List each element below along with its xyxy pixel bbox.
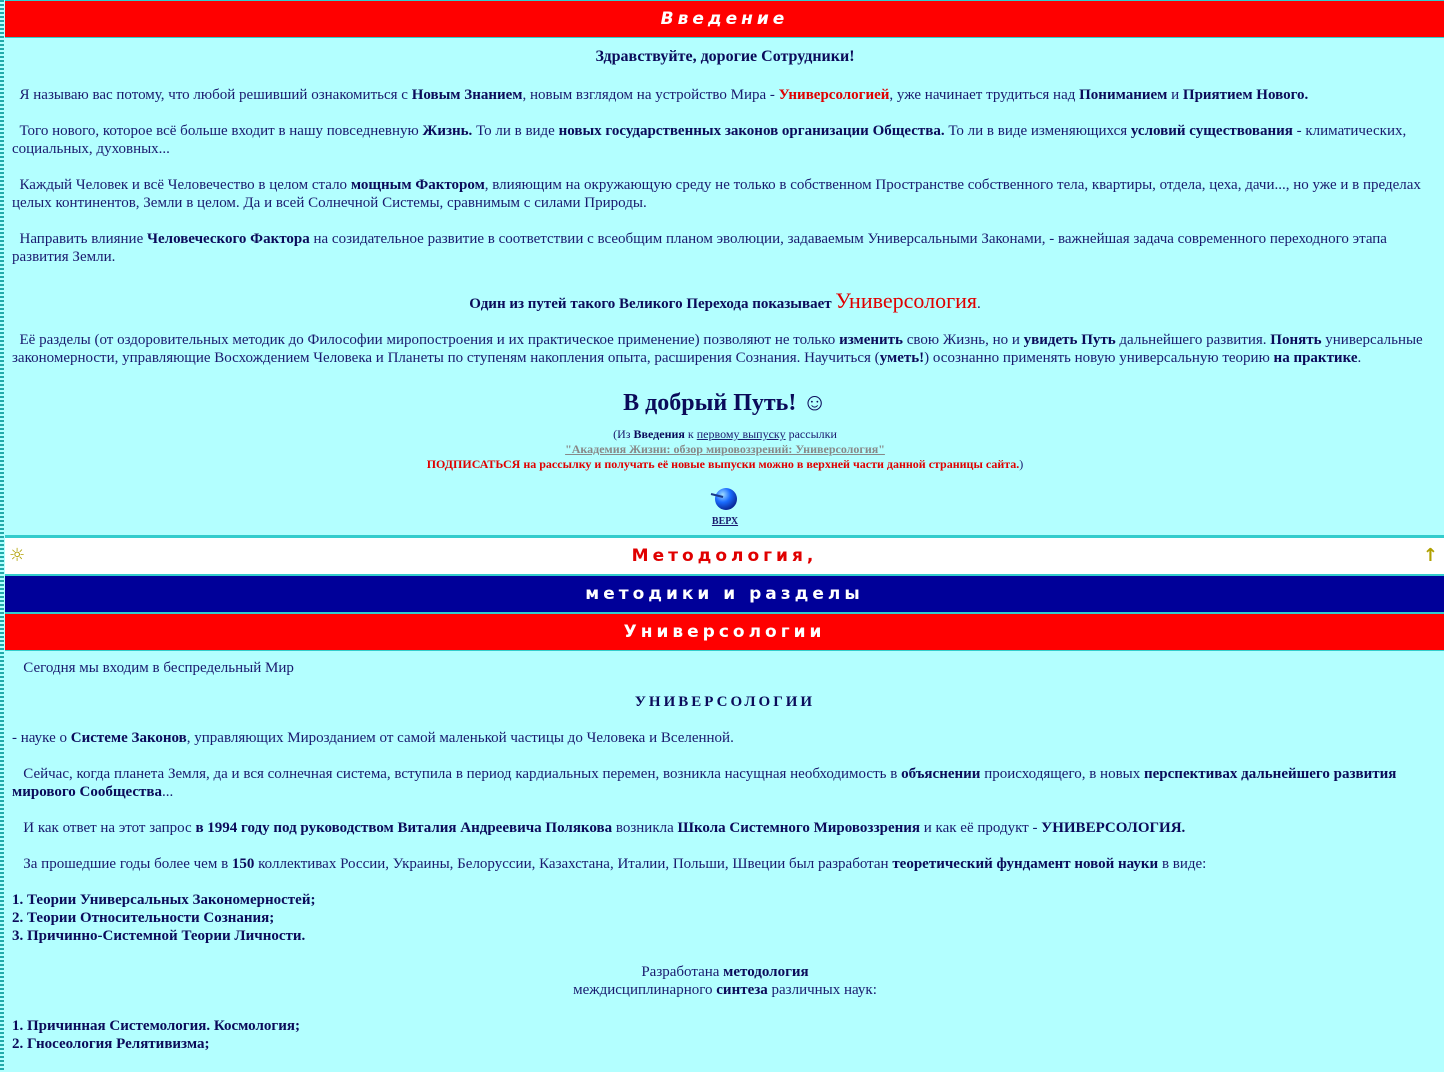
list-item: 3. Причинно-Системной Теории Личности. bbox=[12, 928, 306, 944]
list-item: 1. Причинная Системология. Космология; bbox=[12, 1018, 300, 1034]
methods-header: методики и разделы bbox=[5, 575, 1444, 613]
intro-paragraph-6: Её разделы (от оздоровительных методик до Философии миропостроения и их практическое применение) позволяют не только изменить свою Жизнь, но и увидеть Путь дальнейшего развития. Понять универсальные закономерности, управляющие Восхождением Человека и Планеты по ступеням накопления опыта, расширения Сознания. Научиться (уметь!) осознанно применять новую универсальную теорию на практике. bbox=[12, 332, 1423, 366]
intro-paragraph-3: Каждый Человек и всё Человечество в целом стало мощным Фактором, влияющим на окружающую среду не только в собственном Пространстве собственного тела, квартиры, отдела, цеха, дачи..., но уже и в пределах целых континентов, Земли в целом. Да и всей Солнечной Системы, сравнимым с силами Природы. bbox=[12, 177, 1421, 211]
universology-header: Универсологии bbox=[5, 613, 1444, 651]
intro-paragraph-4: Направить влияние Человеческого Фактора на созидательное развитие в соответствии с всеобщим планом эволюции, задаваемым Универсальными Законами, - важнейшая задача современного переходного этапа развития Земли. bbox=[12, 231, 1387, 265]
up-arrow-icon[interactable]: ↑ bbox=[1422, 545, 1438, 566]
globe-icon[interactable] bbox=[709, 486, 741, 512]
good-way-heading: В добрый Путь! ☺ bbox=[623, 390, 827, 416]
theories-list bbox=[12, 891, 1438, 945]
left-border bbox=[0, 0, 4, 1072]
greeting: Здравствуйте, дорогие Сотрудники! bbox=[595, 48, 855, 65]
methodology-header: ☼ Методология, ↑ bbox=[5, 537, 1444, 575]
method-paragraph-1: Сегодня мы входим в беспредельный Мир bbox=[23, 660, 294, 676]
method-paragraph-4: И как ответ на этот запрос в 1994 году под руководством Виталия Андреевича Полякова возникла Школа Системного Мировоззрения и как её продукт - УНИВЕРСОЛОГИЯ. bbox=[23, 820, 1186, 836]
universology-title: УНИВЕРСОЛОГИИ bbox=[634, 694, 816, 710]
intro-paragraph-5: Один из путей такого Великого Перехода показывает Универсология. bbox=[469, 288, 981, 313]
intro-paragraph-2: Того нового, которое всё больше входит в нашу повседневную Жизнь. То ли в виде новых государственных законов организации Общества. То ли в виде изменяющихся условий существования - климатических, социальных, духовных... bbox=[12, 123, 1407, 157]
list-item: 1. Теории Универсальных Закономерностей; bbox=[12, 892, 316, 908]
intro-header: Введение bbox=[5, 0, 1444, 38]
method-paragraph-3: Сейчас, когда планета Земля, да и вся солнечная система, вступила в период кардиальных перемен, возникла насущная необходимость в объяснении происходящего, в новых перспективах дальнейшего развития мирового Сообщества... bbox=[12, 766, 1397, 800]
newsletter-link[interactable]: "Академия Жизни: обзор мировоззрений: Универсология" bbox=[565, 442, 885, 456]
methodology-note: Разработана методология междисциплинарного синтеза различных наук: bbox=[573, 964, 877, 998]
intro-paragraph-1: Я называю вас потому, что любой решивший ознакомиться с Новым Знанием, новым взглядом на устройство Мира - Универсологией, уже начинает трудиться над Пониманием и Приятием Нового. bbox=[19, 87, 1309, 103]
sciences-list bbox=[12, 1017, 1438, 1053]
intro-section bbox=[5, 48, 1444, 527]
method-paragraph-5: За прошедшие годы более чем в 150 коллективах России, Украины, Белоруссии, Казахстана, Италии, Польши, Швеции был разработан теоретический фундамент новой науки в виде: bbox=[23, 856, 1207, 872]
methodology-section bbox=[5, 659, 1444, 1053]
list-item: 2. Теории Относительности Сознания; bbox=[12, 910, 275, 926]
subscribe-note: ПОДПИСАТЬСЯ на рассылку и получать её новые выпуски можно в верхней части данной страницы сайта. bbox=[426, 457, 1020, 471]
sun-icon: ☼ bbox=[9, 545, 26, 566]
top-link-label[interactable]: ВЕРХ bbox=[711, 516, 739, 527]
list-item: 2. Гносеология Релятивизма; bbox=[12, 1036, 210, 1052]
source-note: (Из Введения к первому выпуску рассылки "Академия Жизни: обзор мировоззрений: Универсология" ПОДПИСАТЬСЯ на рассылку и получать её новые выпуски можно в верхней части данной страницы сайта.) bbox=[426, 427, 1024, 471]
method-paragraph-2: - науке о Системе Законов, управляющих Мирозданием от самой маленькой частицы до Человека и Вселенной. bbox=[12, 730, 734, 746]
first-issue-link[interactable]: первому выпуску bbox=[696, 427, 786, 441]
top-link[interactable] bbox=[12, 486, 1438, 527]
